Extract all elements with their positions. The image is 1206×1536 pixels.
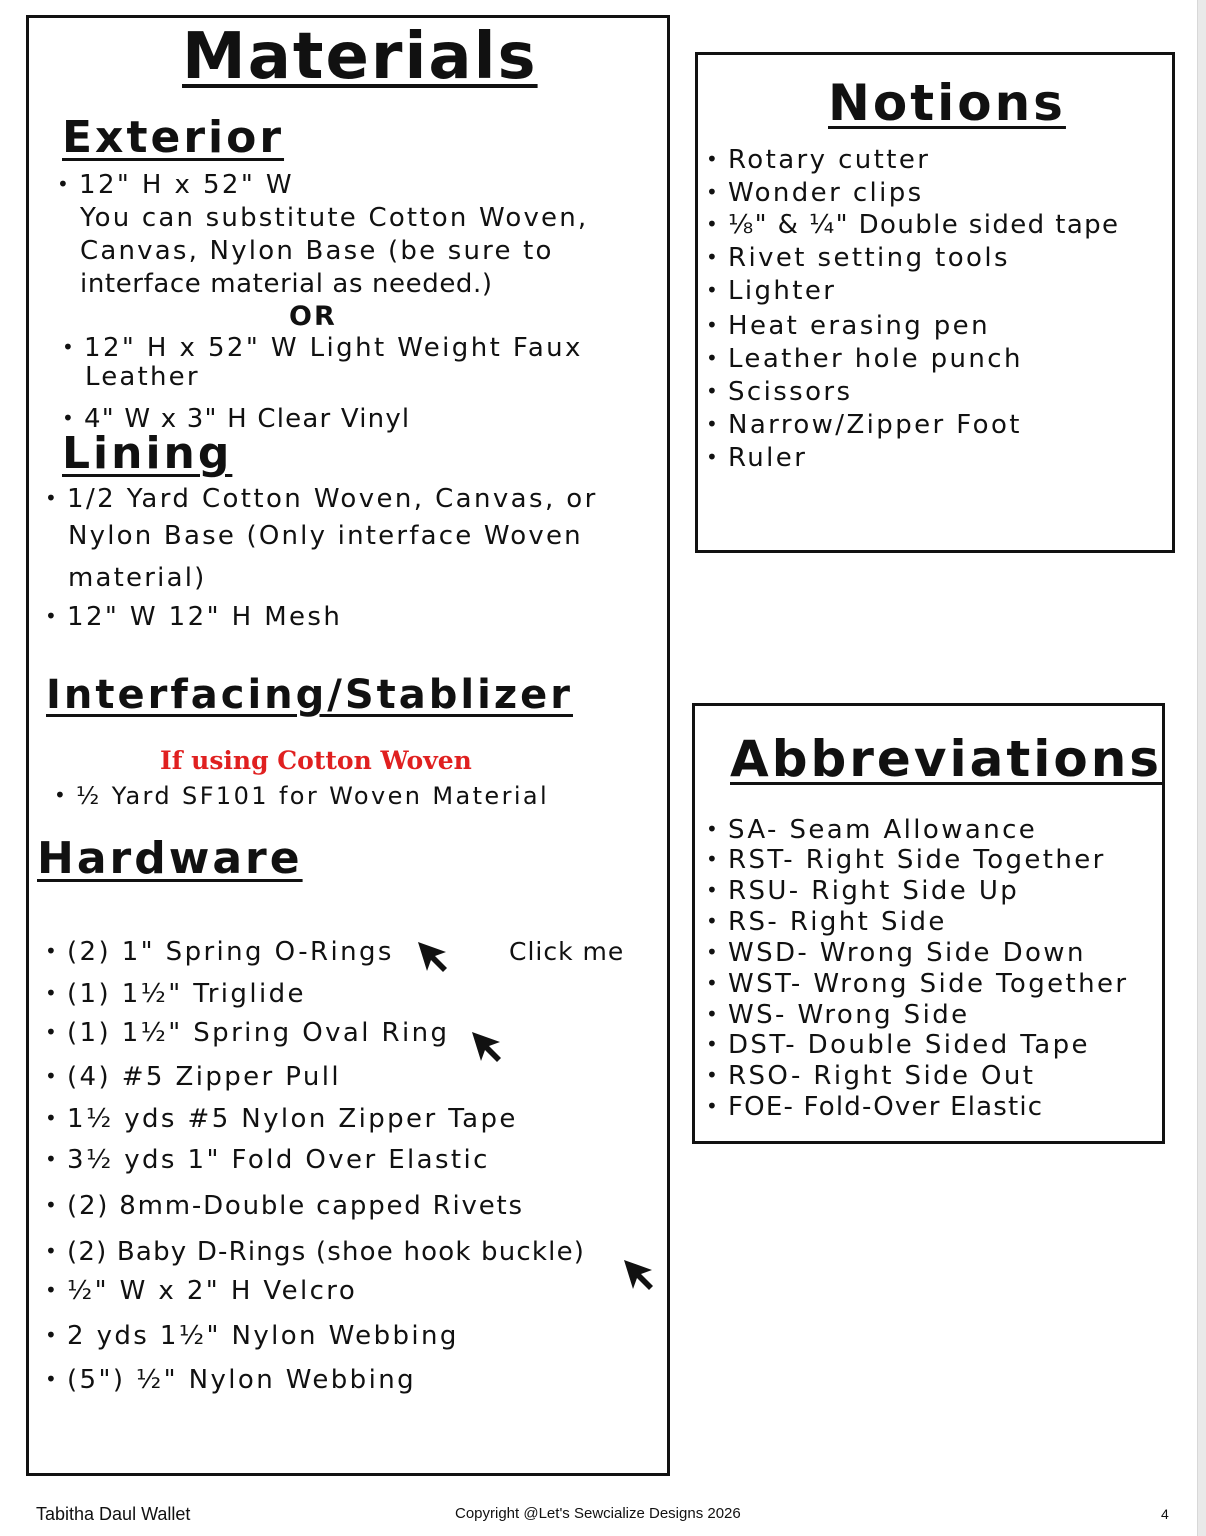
bullet-icon: • bbox=[45, 604, 60, 628]
exterior-item-text: 12" H x 52" W Light Weight Faux bbox=[84, 333, 583, 363]
bullet-icon: • bbox=[45, 1064, 60, 1088]
abbreviation-item: • RST- Right Side Together bbox=[706, 845, 1106, 875]
bullet-icon: • bbox=[706, 817, 721, 841]
exterior-item-text: 4" W x 3" H Clear Vinyl bbox=[84, 404, 411, 434]
abbreviations-title: Abbreviations bbox=[730, 730, 1163, 788]
hardware-heading: Hardware bbox=[37, 833, 303, 884]
bullet-icon: • bbox=[706, 878, 721, 902]
hardware-item: • ½" W x 2" H Velcro bbox=[45, 1276, 358, 1306]
interfacing-item-text: ½ Yard SF101 for Woven Material bbox=[76, 782, 550, 810]
page-number: 4 bbox=[1161, 1506, 1169, 1522]
bullet-icon: • bbox=[706, 940, 721, 964]
cotton-woven-note: If using Cotton Woven bbox=[160, 746, 472, 775]
abbreviation-item: • RSU- Right Side Up bbox=[706, 876, 1020, 906]
notions-item: • ⅛" & ¼" Double sided tape bbox=[706, 210, 1120, 240]
bullet-icon: • bbox=[706, 971, 721, 995]
bullet-icon: • bbox=[45, 1239, 58, 1263]
hardware-item: • 2 yds 1½" Nylon Webbing bbox=[45, 1321, 459, 1351]
abbreviation-item: • WS- Wrong Side bbox=[706, 1000, 970, 1030]
notions-item: • Rotary cutter bbox=[706, 145, 931, 175]
exterior-note-line: interface material as needed.) bbox=[80, 269, 493, 299]
notions-item: • Wonder clips bbox=[706, 178, 924, 208]
bullet-icon: • bbox=[706, 1094, 719, 1118]
abbreviation-item: • FOE- Fold-Over Elastic bbox=[706, 1092, 1044, 1122]
exterior-item bbox=[62, 333, 583, 363]
abbreviation-item: • RSO- Right Side Out bbox=[706, 1061, 1036, 1091]
abbreviation-item: • WSD- Wrong Side Down bbox=[706, 938, 1086, 968]
footer-copyright: Copyright @Let's Sewcialize Designs 2026 bbox=[455, 1505, 741, 1522]
exterior-item bbox=[57, 170, 294, 200]
bullet-icon: • bbox=[706, 147, 721, 171]
bullet-icon: • bbox=[45, 1278, 60, 1302]
abbreviation-item: • RS- Right Side bbox=[706, 907, 947, 937]
materials-title: Materials bbox=[182, 20, 538, 94]
lining-item-text: 12" W 12" H Mesh bbox=[67, 602, 343, 632]
bullet-icon: • bbox=[706, 245, 721, 269]
hardware-item: • 1½ yds #5 Nylon Zipper Tape bbox=[45, 1104, 518, 1134]
notions-item: • Lighter bbox=[706, 276, 837, 306]
exterior-item-text: 12" H x 52" W bbox=[79, 170, 294, 200]
bullet-icon: • bbox=[706, 379, 721, 403]
hardware-item: • (5") ½" Nylon Webbing bbox=[45, 1365, 416, 1395]
bullet-icon: • bbox=[45, 1147, 60, 1171]
bullet-icon: • bbox=[706, 180, 721, 204]
notions-item: • Narrow/Zipper Foot bbox=[706, 410, 1022, 440]
hardware-item: • (1) 1½" Spring Oval Ring bbox=[45, 1018, 450, 1048]
bullet-icon: • bbox=[45, 1367, 60, 1391]
bullet-icon: • bbox=[706, 445, 721, 469]
bullet-icon: • bbox=[45, 1106, 60, 1130]
hardware-item: • (2) 1" Spring O-Rings bbox=[45, 937, 394, 967]
bullet-icon: • bbox=[45, 1020, 60, 1044]
hardware-item: • (2) 8mm-Double capped Rivets bbox=[45, 1191, 524, 1221]
notions-item: • Scissors bbox=[706, 377, 853, 407]
bullet-icon: • bbox=[45, 981, 60, 1005]
bullet-icon: • bbox=[706, 847, 721, 871]
lining-item-text: 1/2 Yard Cotton Woven, Canvas, or bbox=[67, 484, 598, 514]
interfacing-heading: Interfacing/Stablizer bbox=[46, 672, 573, 718]
hardware-item: • (1) 1½" Triglide bbox=[45, 979, 306, 1009]
lining-item bbox=[45, 602, 342, 632]
exterior-note-line: Canvas, Nylon Base (be sure to bbox=[80, 236, 554, 266]
bullet-icon: • bbox=[706, 412, 721, 436]
bullet-icon: • bbox=[706, 1032, 721, 1056]
footer-title: Tabitha Daul Wallet bbox=[36, 1504, 191, 1524]
bullet-icon: • bbox=[706, 212, 720, 236]
bullet-icon: • bbox=[706, 313, 721, 337]
bullet-icon: • bbox=[45, 486, 60, 510]
abbreviation-item: • DST- Double Sided Tape bbox=[706, 1030, 1090, 1060]
cursor-arrow-icon[interactable] bbox=[416, 940, 450, 974]
click-me-link[interactable]: Click me bbox=[509, 937, 625, 966]
lining-item-cont: Nylon Base (Only interface Woven bbox=[68, 521, 583, 551]
exterior-heading: Exterior bbox=[62, 112, 285, 163]
bullet-icon: • bbox=[45, 939, 60, 963]
bullet-icon: • bbox=[54, 783, 69, 807]
lining-heading: Lining bbox=[62, 428, 233, 479]
lining-item bbox=[45, 484, 598, 514]
abbreviation-item: • SA- Seam Allowance bbox=[706, 815, 1038, 845]
abbreviation-item: • WST- Wrong Side Together bbox=[706, 969, 1129, 999]
bullet-icon: • bbox=[706, 1063, 721, 1087]
bullet-icon: • bbox=[706, 346, 721, 370]
page-edge bbox=[1197, 0, 1206, 1536]
bullet-icon: • bbox=[706, 278, 721, 302]
exterior-item-cont: Leather bbox=[85, 362, 200, 392]
bullet-icon: • bbox=[57, 172, 72, 196]
bullet-icon: • bbox=[45, 1323, 60, 1347]
bullet-icon: • bbox=[62, 335, 77, 359]
hardware-item: • (4) #5 Zipper Pull bbox=[45, 1062, 342, 1092]
notions-item: • Rivet setting tools bbox=[706, 243, 1010, 273]
bullet-icon: • bbox=[706, 909, 721, 933]
notions-item: • Heat erasing pen bbox=[706, 311, 990, 341]
exterior-note-line: You can substitute Cotton Woven, bbox=[80, 203, 589, 233]
notions-title: Notions bbox=[828, 74, 1066, 132]
cursor-arrow-icon[interactable] bbox=[622, 1258, 656, 1292]
lining-item-cont: material) bbox=[68, 563, 207, 593]
hardware-item: • (2) Baby D-Rings (shoe hook buckle) bbox=[45, 1237, 586, 1267]
or-label: OR bbox=[289, 301, 337, 332]
hardware-item: • 3½ yds 1" Fold Over Elastic bbox=[45, 1145, 490, 1175]
bullet-icon: • bbox=[45, 1193, 59, 1217]
cursor-arrow-icon[interactable] bbox=[470, 1030, 504, 1064]
interfacing-item bbox=[54, 782, 549, 810]
notions-item: • Leather hole punch bbox=[706, 344, 1023, 374]
notions-item: • Ruler bbox=[706, 443, 808, 473]
bullet-icon: • bbox=[62, 406, 75, 430]
bullet-icon: • bbox=[706, 1002, 721, 1026]
